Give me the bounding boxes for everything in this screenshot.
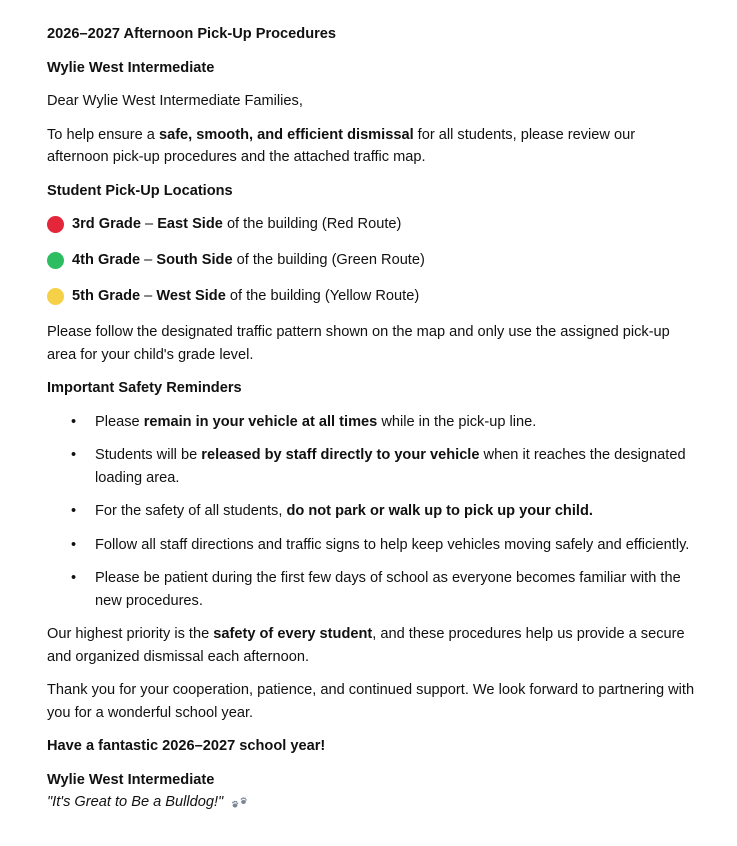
priority-emphasis: safety of every student <box>213 626 373 642</box>
route-label: of the building (Green Route) <box>232 252 425 269</box>
bullet-icon: • <box>71 503 77 519</box>
list-item <box>47 567 699 612</box>
reminder-text-end: when it reaches the designated loading area. <box>95 447 686 486</box>
location-item-3rd-grade <box>47 213 699 236</box>
motto-text: "It's Great to Be a Bulldog!" <box>47 794 224 810</box>
closing-line: Have a fantastic 2026–2027 school year! <box>47 738 326 754</box>
bullet-icon: • <box>71 570 77 586</box>
reminders-list <box>47 411 699 613</box>
intro-text: To help ensure a <box>47 126 159 143</box>
follow-pattern-paragraph: Please follow the designated traffic pattern shown on the map and only use the assigned pick-up area for your child's grade level. <box>47 324 670 363</box>
location-item-5th-grade <box>47 285 699 308</box>
list-item <box>47 534 699 557</box>
signoff-school-name: Wylie West Intermediate <box>47 771 215 788</box>
reminder-emphasis: remain in your vehicle at all times <box>143 413 378 430</box>
priority-paragraph <box>47 623 699 668</box>
route-label: of the building (Red Route) <box>222 216 402 233</box>
document-title: 2026–2027 Afternoon Pick-Up Procedures <box>47 26 337 42</box>
reminders-heading: Important Safety Reminders <box>47 380 242 396</box>
list-item <box>47 411 699 434</box>
location-text <box>72 285 419 308</box>
grade-separator: – <box>140 252 157 269</box>
bullet-icon: • <box>71 536 77 553</box>
bullet-icon: • <box>71 447 77 463</box>
locations-heading: Student Pick-Up Locations <box>47 182 233 199</box>
priority-text: Our highest priority is the <box>47 626 214 642</box>
reminder-text: Please <box>95 413 144 430</box>
thanks-paragraph: Thank you for your cooperation, patience, and continued support. We look forward to partnering with you for a wonderful school year. <box>47 682 695 721</box>
reminder-text: For the safety of all students, <box>95 503 287 519</box>
reminder-text-end: while in the pick-up line. <box>377 413 537 430</box>
bullet-icon: • <box>71 413 77 430</box>
grade-label: 3rd Grade <box>72 216 141 233</box>
reminder-text: Please be patient during the first few days of school as everyone becomes familiar with the new procedures. <box>95 570 681 609</box>
yellow-circle-icon <box>47 288 64 305</box>
green-circle-icon <box>47 252 64 269</box>
intro-text-end: for all students, please review our afternoon pick-up procedures and the attached traffic map. <box>47 126 636 165</box>
side-label: West Side <box>156 288 226 305</box>
location-text <box>72 249 425 272</box>
reminder-emphasis: do not park or walk up to pick up your child. <box>286 503 593 519</box>
side-label: East Side <box>157 216 223 233</box>
list-item <box>47 444 699 489</box>
intro-emphasis: safe, smooth, and efficient dismissal <box>158 126 414 143</box>
reminder-text: Follow all staff directions and traffic signs to help keep vehicles moving safely and efficiently. <box>95 536 690 553</box>
grade-label: 4th Grade <box>72 252 141 269</box>
grade-separator: – <box>140 288 157 305</box>
grade-label: 5th Grade <box>72 288 141 305</box>
list-item <box>47 500 699 523</box>
intro-paragraph <box>47 124 699 169</box>
priority-text-end: , and these procedures help us provide a secure and organized dismissal each afternoon. <box>47 626 685 665</box>
school-name: Wylie West Intermediate <box>47 59 215 76</box>
side-label: South Side <box>156 252 233 269</box>
location-text <box>72 213 401 236</box>
red-circle-icon <box>47 216 64 233</box>
reminder-emphasis: released by staff directly to your vehicle <box>201 447 480 463</box>
paw-prints-icon <box>231 795 249 809</box>
location-item-4th-grade <box>47 249 699 272</box>
motto-line <box>47 791 699 814</box>
route-label: of the building (Yellow Route) <box>225 288 420 305</box>
greeting: Dear Wylie West Intermediate Families, <box>47 93 303 109</box>
reminder-text: Students will be <box>95 447 202 463</box>
grade-separator: – <box>140 216 158 233</box>
